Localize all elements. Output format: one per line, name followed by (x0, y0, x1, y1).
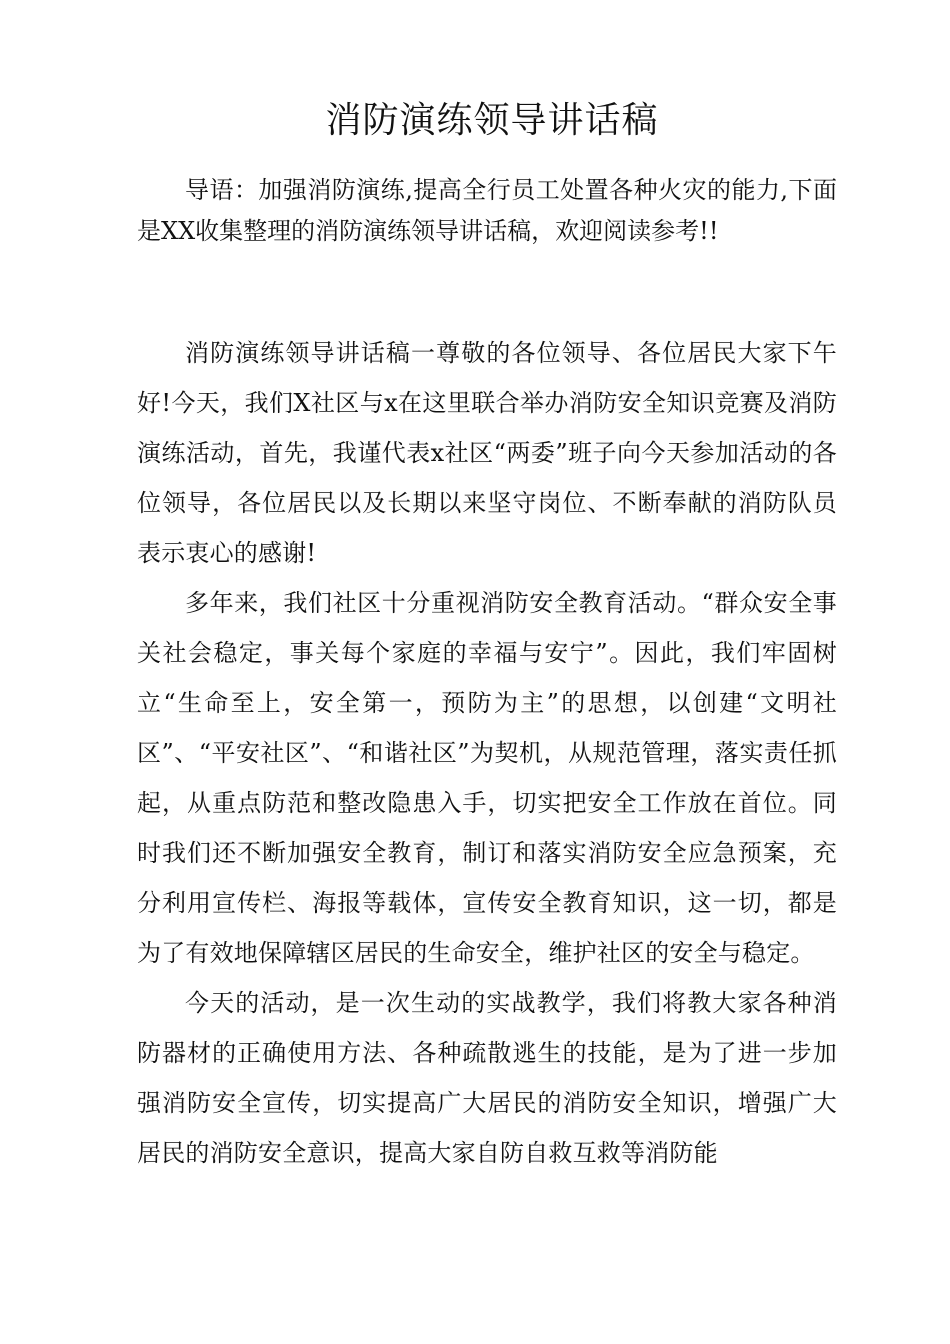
body-paragraph-1: 消防演练领导讲话稿一尊敬的各位领导、各位居民大家下午好!今天，我们X社区与x在这里联合举办消防安全知识竞赛及消防演练活动，首先，我谨代表x社区“两委”班子向今天参加活动的各位领导，各位居民以及长期以来坚守岗位、不断奉献的消防队员表示衷心的感谢! (137, 339, 837, 567)
intro-paragraph: 导语：加强消防演练,提高全行员工处置各种火灾的能力,下面是XX收集整理的消防演练领导讲话稿，欢迎阅读参考!! (137, 176, 837, 245)
body-paragraph-2: 多年来，我们社区十分重视消防安全教育活动。“群众安全事关社会稳定，事关每个家庭的幸福与安宁”。因此，我们牢固树立“生命至上，安全第一，预防为主”的思想，以创建“文明社区”、“平安社区”、“和谐社区”为契机，从规范管理，落实责任抓起，从重点防范和整改隐患入手，切实把安全工作放在首位。同时我们还不断加强安全教育，制订和落实消防安全应急预案，充分利用宣传栏、海报等载体，宣传安全教育知识，这一切，都是为了有效地保障辖区居民的生命安全，维护社区的安全与稳定。 (137, 589, 837, 967)
document-title: 消防演练领导讲话稿 (325, 100, 659, 141)
paragraph-gap (137, 252, 837, 328)
body-paragraph-3: 今天的活动，是一次生动的实战教学，我们将教大家各种消防器材的正确使用方法、各种疏散逃生的技能，是为了进一步加强消防安全宣传，切实提高广大居民的消防安全知识，增强广大居民的消防安全意识，提高大家自防自救互救等消防能 (137, 989, 837, 1167)
